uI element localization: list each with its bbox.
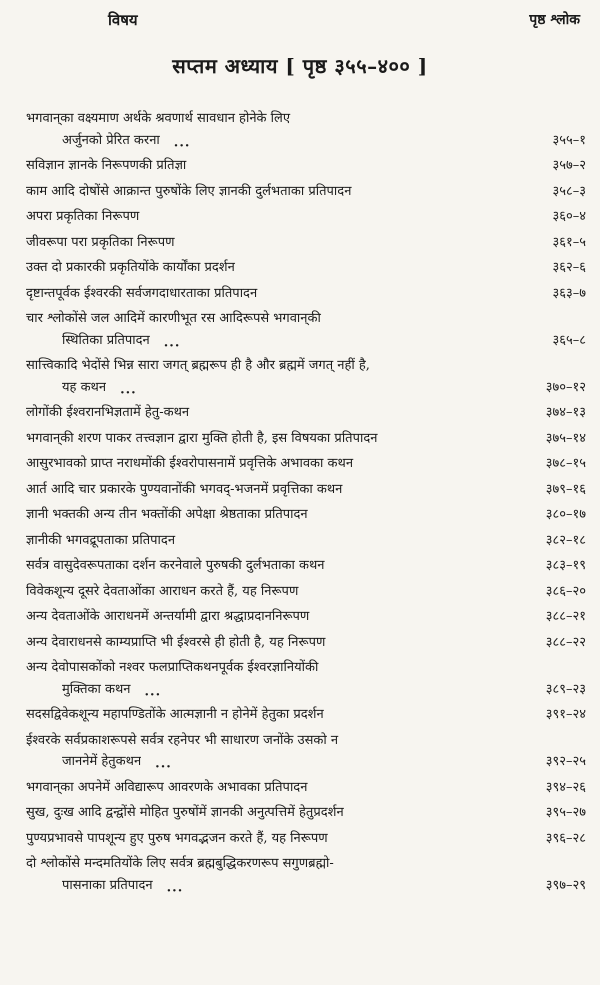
entry-text: ज्ञानीकी भगवद्रूपताका प्रतिपादन xyxy=(26,532,176,548)
entry-text: अपरा प्रकृतिका निरूपण xyxy=(26,209,140,224)
entry-text: चार श्लोकोंसे जल आदिमें कारणीभूत रस आदिरूपसे भगवान्‌की xyxy=(26,311,321,326)
toc-entry xyxy=(26,634,586,658)
toc-entry-continuation xyxy=(26,681,586,705)
entry-page-verse: ३७०–१२ xyxy=(545,379,586,395)
toc-entry xyxy=(26,706,586,730)
entry-page-verse: ३७५–१४ xyxy=(545,430,586,446)
entry-text: सर्वत्र वासुदेवरूपताका दर्शन करनेवाले पुरुषकी दुर्लभताका कथन xyxy=(26,558,325,573)
toc-entry xyxy=(26,259,586,283)
toc-entry xyxy=(26,804,586,828)
entry-text: अन्य देवाराधनसे काम्यप्राप्ति भी ईश्वरसे ही होती है, यह निरूपण xyxy=(26,634,326,650)
entry-page-verse: ३६१–५ xyxy=(552,234,586,250)
entry-page-verse: ३६२–६ xyxy=(552,260,586,275)
entry-text: लोगोंकी ईश्वरानभिज्ञतामें हेतु-कथन xyxy=(26,405,190,420)
entry-text: दो श्लोकोंसे मन्दमतियोंके लिए सर्वत्र ब्रह्मबुद्धिकरणरूप सगुणब्रह्मो- xyxy=(26,856,334,871)
entry-page-verse: ३८८–२१ xyxy=(545,609,586,624)
entry-text: दृष्टान्तपूर्वक ईश्वरकी सर्वजगदाधारताका प्रतिपादन xyxy=(26,285,258,301)
toc-entry-continuation xyxy=(26,332,586,356)
column-header-subject: विषय xyxy=(108,11,138,29)
entry-page-verse: ३८६–२० xyxy=(545,583,586,599)
toc-entry xyxy=(26,481,586,505)
toc-entry-continuation xyxy=(26,753,586,777)
entry-text: सविज्ञान ज्ञानके निरूपणकी प्रतिज्ञा xyxy=(26,158,187,173)
toc-entry xyxy=(26,208,586,232)
entry-page-verse: ३९२–२५ xyxy=(545,754,586,769)
entry-text: जीवरूपा परा प्रकृतिका निरूपण xyxy=(26,234,175,250)
entry-text: आर्त आदि चार प्रकारके पुण्यवानोंकी भगवद्-भजनमें प्रवृत्तिका कथन xyxy=(26,481,343,497)
entry-text: भगवान्‌की शरण पाकर तत्त्वज्ञान द्वारा मुक्ति होती है, इस विषयका प्रतिपादन xyxy=(26,430,378,446)
entry-text: अन्य देवोपासकोंको नश्वर फलप्राप्तिकथनपूर्वक ईश्वरज्ञानियोंकी xyxy=(26,660,319,675)
entry-text-continuation: यह कथन xyxy=(62,379,107,395)
entry-text: पुण्यप्रभावसे पापशून्य हुए पुरुष भगवद्भजन करते हैं, यह निरूपण xyxy=(26,830,328,846)
entry-page-verse: ३६०–४ xyxy=(552,209,586,224)
entry-text: भगवान्‌का अपनेमें अविद्यारूप आवरणके अभावका प्रतिपादन xyxy=(26,779,308,795)
toc-entry xyxy=(26,779,586,803)
entry-text-continuation: अर्जुनको प्रेरित करना xyxy=(62,132,160,148)
entry-page-verse: ३५७–२ xyxy=(552,158,586,173)
toc-entry xyxy=(26,404,586,428)
toc-entry-continuation xyxy=(26,132,586,156)
entry-text: सुख, दुःख आदि द्वन्द्वोंसे मोहित पुरुषोंमें ज्ञानकी अनुत्पत्तिमें हेतुप्रदर्शन xyxy=(26,805,344,820)
toc-entry xyxy=(26,183,586,207)
entry-text-continuation: मुक्तिका कथन xyxy=(62,681,131,697)
entry-page-verse: ३८८–२२ xyxy=(545,634,586,650)
entry-text: विवेकशून्य दूसरे देवताओंका आराधन करते हैं, यह निरूपण xyxy=(26,583,299,599)
entry-page-verse: ३५८–३ xyxy=(552,183,586,199)
toc-entry-continuation xyxy=(26,379,586,403)
leader-dots: ··· xyxy=(144,687,162,703)
toc-entry xyxy=(26,310,586,334)
entry-text: उक्त दो प्रकारकी प्रकृतियोंके कार्योंका प्रदर्शन xyxy=(26,260,235,275)
entry-page-verse: ३५५–१ xyxy=(552,132,586,148)
entry-page-verse: ३६५–८ xyxy=(552,332,586,348)
toc-entry xyxy=(26,430,586,454)
entry-page-verse: ३७४–१३ xyxy=(545,405,586,420)
entry-page-verse: ३८९–२३ xyxy=(545,681,586,697)
entry-text: आसुरभावको प्राप्त नराधमोंकी ईश्वरोपासनामें प्रवृत्तिके अभावका कथन xyxy=(26,456,354,471)
toc-entry xyxy=(26,506,586,530)
entry-page-verse: ३८३–१९ xyxy=(545,558,586,573)
entry-text-continuation: स्थितिका प्रतिपादन xyxy=(62,332,150,348)
entry-text-continuation: जाननेमें हेतुकथन xyxy=(62,754,142,769)
toc-entry xyxy=(26,608,586,632)
leader-dots: ··· xyxy=(163,338,181,354)
toc-entry xyxy=(26,659,586,683)
leader-dots: ··· xyxy=(120,385,137,401)
leader-dots: ··· xyxy=(173,138,191,154)
entry-page-verse: ३६३–७ xyxy=(552,285,586,301)
toc-entry xyxy=(26,357,586,381)
toc-entry xyxy=(26,234,586,258)
toc-entry xyxy=(26,583,586,607)
toc-entry xyxy=(26,532,586,556)
toc-entry xyxy=(26,830,586,854)
column-header-page-verse: पृष्ठ श्लोक xyxy=(529,12,580,28)
toc-entry xyxy=(26,855,586,879)
entry-page-verse: ३९४–२६ xyxy=(545,779,586,795)
entry-page-verse: ३९७–२९ xyxy=(545,877,586,893)
toc-entry xyxy=(26,110,586,134)
toc-entry xyxy=(26,455,586,479)
entry-text: सात्त्विकादि भेदोंसे भिन्न सारा जगत् ब्रह्मरूप ही है और ब्रह्ममें जगत् नहीं है, xyxy=(26,358,370,373)
chapter-title: सप्तम अध्याय [ पृष्ठ ३५५–४०० ] xyxy=(172,54,428,78)
entry-text: ज्ञानी भक्तकी अन्य तीन भक्तोंकी अपेक्षा श्रेष्ठताका प्रतिपादन xyxy=(26,507,308,522)
toc-entry xyxy=(26,157,586,181)
leader-dots: ··· xyxy=(166,883,184,899)
leader-dots: ··· xyxy=(155,760,172,775)
entry-text: अन्य देवताओंके आराधनमें अन्तर्यामी द्वारा श्रद्धाप्रदाननिरूपण xyxy=(26,609,310,624)
entry-text-continuation: पासनाका प्रतिपादन xyxy=(62,877,153,893)
entry-page-verse: ३९६–२८ xyxy=(545,830,586,846)
entry-page-verse: ३९५–२७ xyxy=(545,805,586,820)
entry-page-verse: ३९१–२४ xyxy=(545,707,586,722)
entry-text: काम आदि दोषोंसे आक्रान्त पुरुषोंके लिए ज्ञानकी दुर्लभताका प्रतिपादन xyxy=(26,183,352,199)
entry-page-verse: ३८०–१७ xyxy=(545,507,586,522)
entry-page-verse: ३७८–१५ xyxy=(545,456,586,471)
toc-entry xyxy=(26,285,586,309)
toc-entry-continuation xyxy=(26,877,586,901)
entry-text: भगवान्‌का वक्ष्यमाण अर्थके श्रवणार्थ सावधान होनेके लिए xyxy=(26,111,291,126)
entry-page-verse: ३७९–१६ xyxy=(545,481,586,497)
entry-text: सदसद्विवेकशून्य महापण्डितोंके आत्मज्ञानी न होनेमें हेतुका प्रदर्शन xyxy=(26,707,324,722)
entry-text: ईश्वरके सर्वप्रकाशरूपसे सर्वत्र रहनेपर भी साधारण जनोंके उसको न xyxy=(26,732,339,748)
toc-entry xyxy=(26,732,586,756)
toc-entry xyxy=(26,557,586,581)
entry-page-verse: ३८२–१८ xyxy=(545,532,586,548)
